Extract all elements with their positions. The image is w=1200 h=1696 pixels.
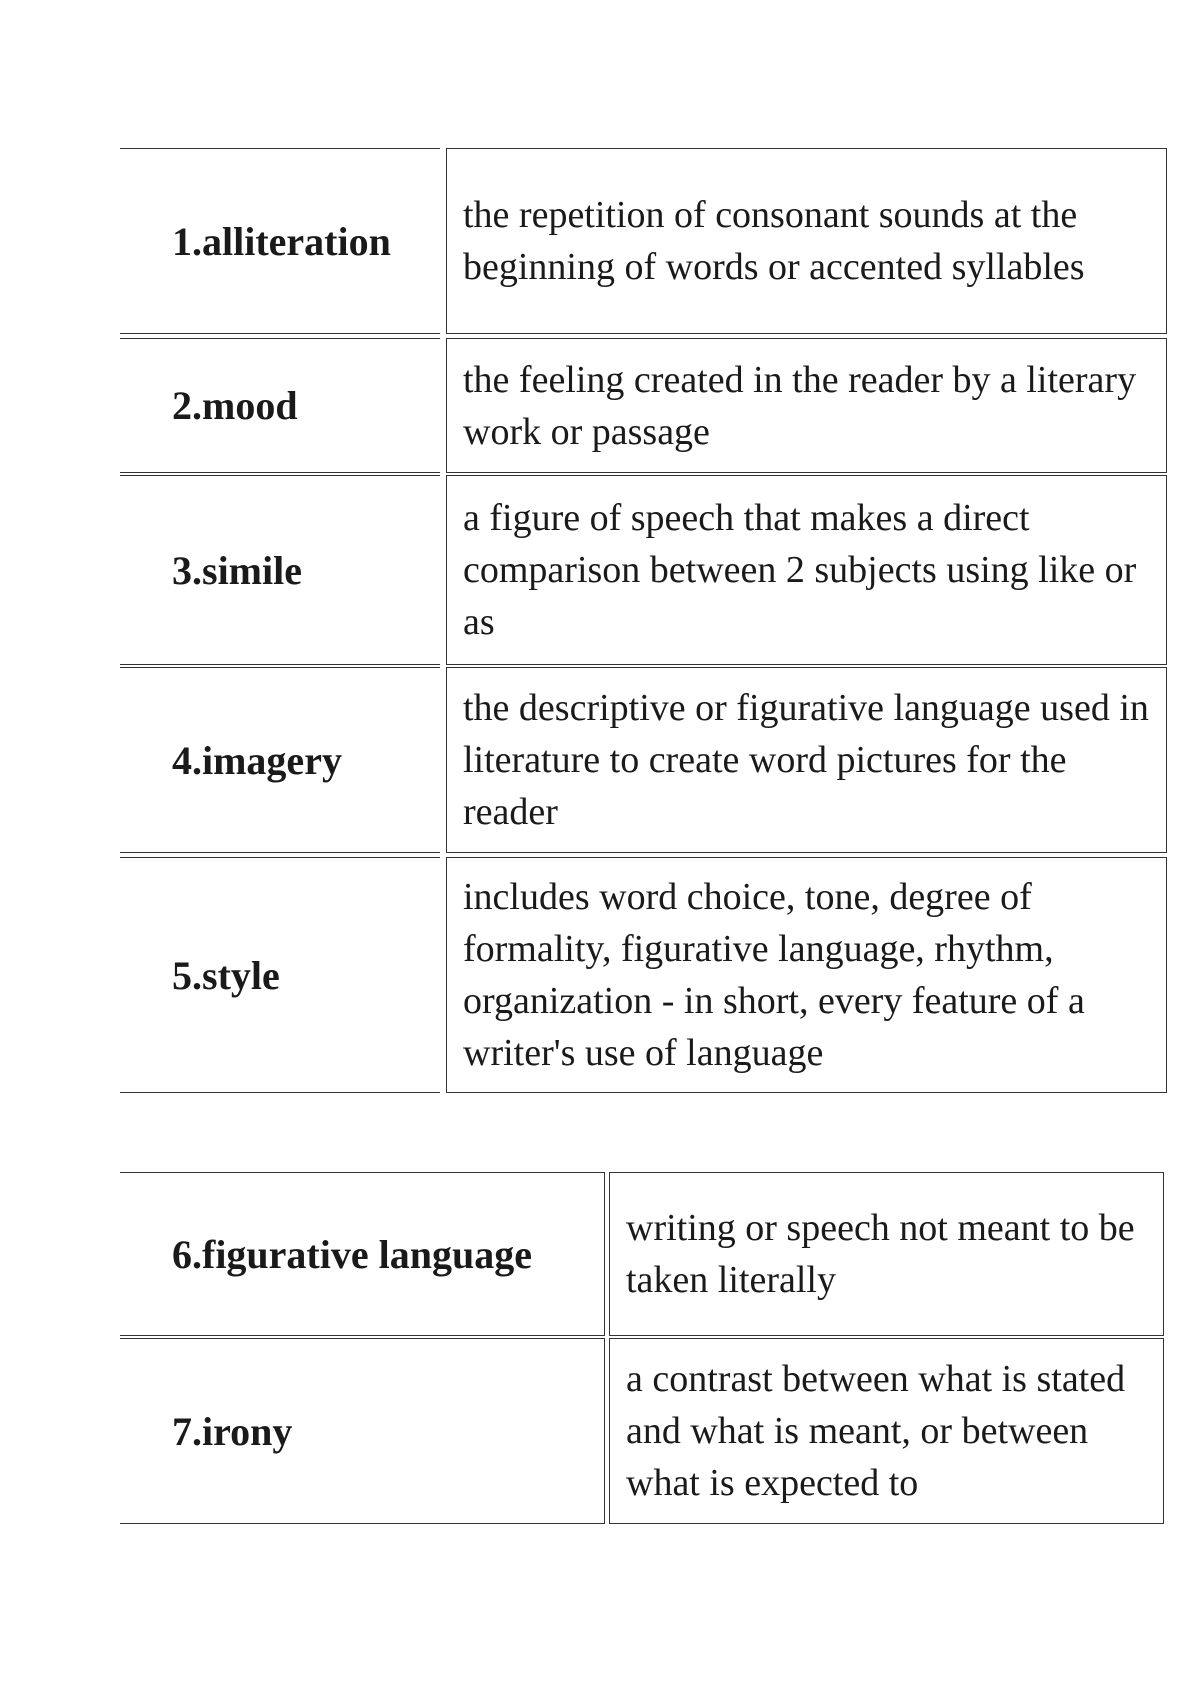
definition-text: a figure of speech that makes a direct comparison between 2 subjects using like or as [463,497,1137,643]
definition-cell [446,148,1167,334]
definition-cell [609,1172,1164,1336]
definition-text: writing or speech not meant to be taken literally [626,1207,1135,1301]
definition-text: includes word choice, tone, degree of formality, figurative language, rhythm, organization - in short, every feature of a writer's use of language [463,876,1085,1074]
definition-cell [609,1338,1164,1524]
definition-cell [446,667,1167,853]
definition-text: the feeling created in the reader by a literary work or passage [463,358,1137,453]
definition-cell [446,475,1167,665]
definition-text: the descriptive or figurative language used in literature to create word pictures for the reader [463,687,1149,833]
term-cell: 4.imagery [120,667,440,853]
definition-text: a contrast between what is stated and what is meant, or between what is expected to [626,1358,1126,1504]
term-cell: 3.simile [120,475,440,665]
term-cell: 7.irony [120,1338,605,1524]
term-cell: 2.mood [120,338,440,473]
term-cell: 1.alliteration [120,148,440,334]
definition-cell [446,857,1167,1093]
definition-text: the repetition of consonant sounds at the beginning of words or accented syllables [463,194,1085,288]
definition-cell [446,338,1167,473]
term-cell: 5.style [120,857,440,1093]
term-cell: 6.figurative language [120,1172,605,1336]
